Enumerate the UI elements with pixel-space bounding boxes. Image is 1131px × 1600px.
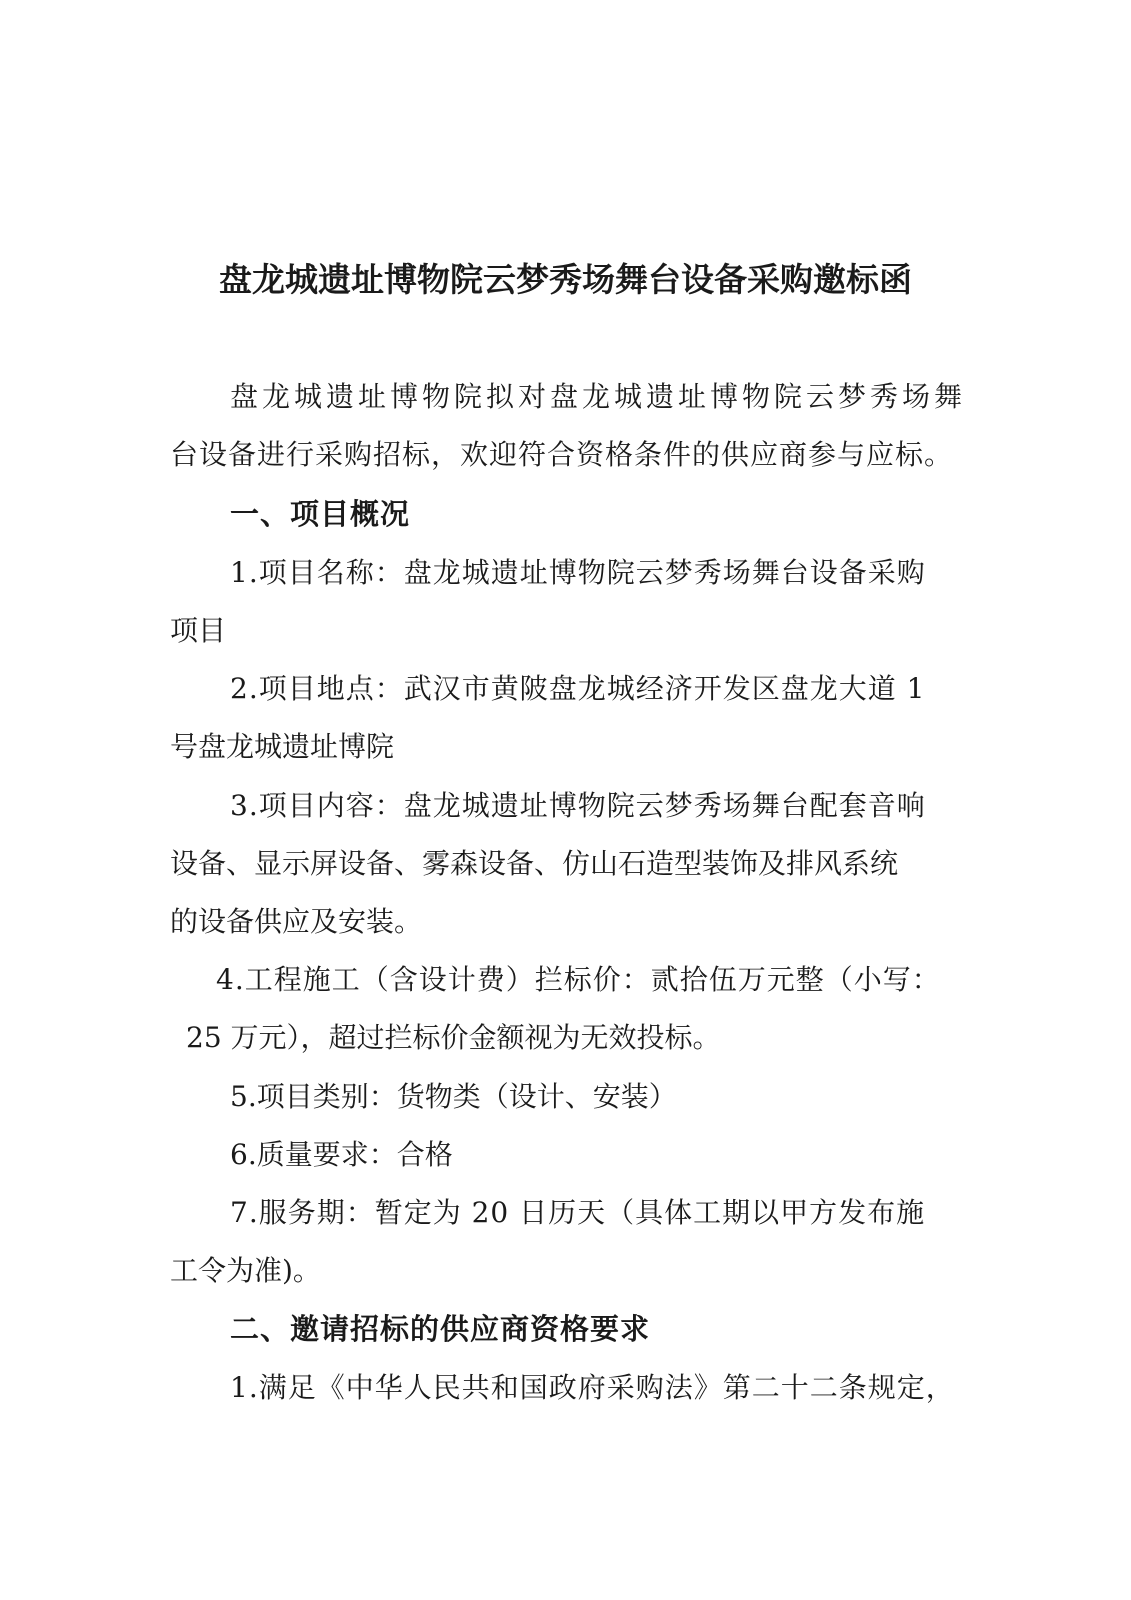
- item-3-line-3: 的设备供应及安装。: [170, 905, 423, 938]
- item-1-line-1: 1.项目名称：盘龙城遗址博物院云梦秀场舞台设备采购: [230, 556, 926, 589]
- item-7-line-1: 7.服务期：暂定为 20 日历天（具体工期以甲方发布施: [230, 1196, 926, 1229]
- section-2-heading: 二、邀请招标的供应商资格要求: [230, 1312, 651, 1346]
- item-5: 5.项目类别：货物类（设计、安装）: [230, 1080, 677, 1113]
- item-2-line-1: 2.项目地点：武汉市黄陂盘龙城经济开发区盘龙大道 1: [230, 672, 926, 705]
- item-3-line-1: 3.项目内容：盘龙城遗址博物院云梦秀场舞台配套音响: [230, 789, 926, 822]
- item-7-line-2: 工令为准)。: [170, 1254, 321, 1287]
- item-2-line-2: 号盘龙城遗址博院: [170, 730, 395, 763]
- document-title: 盘龙城遗址博物院云梦秀场舞台设备采购邀标函: [219, 260, 912, 299]
- item-4-line-1: 4.工程施工（含设计费）拦标价：贰拾伍万元整（小写：: [216, 963, 941, 996]
- intro-line-2: 台设备进行采购招标，欢迎符合资格条件的供应商参与应标。: [170, 438, 954, 471]
- requirement-1-line-1: 1.满足《中华人民共和国政府采购法》第二十二条规定，: [230, 1371, 955, 1404]
- intro-line-1: 盘龙城遗址博物院拟对盘龙城遗址博物院云梦秀场舞: [230, 380, 967, 413]
- item-3-line-2: 设备、显示屏设备、雾森设备、仿山石造型装饰及排风系统: [170, 847, 899, 880]
- item-6: 6.质量要求：合格: [230, 1138, 453, 1171]
- item-4-line-2: 25 万元），超过拦标价金额视为无效投标。: [186, 1021, 721, 1054]
- section-1-heading: 一、项目概况: [230, 497, 411, 531]
- item-1-line-2: 项目: [170, 614, 227, 647]
